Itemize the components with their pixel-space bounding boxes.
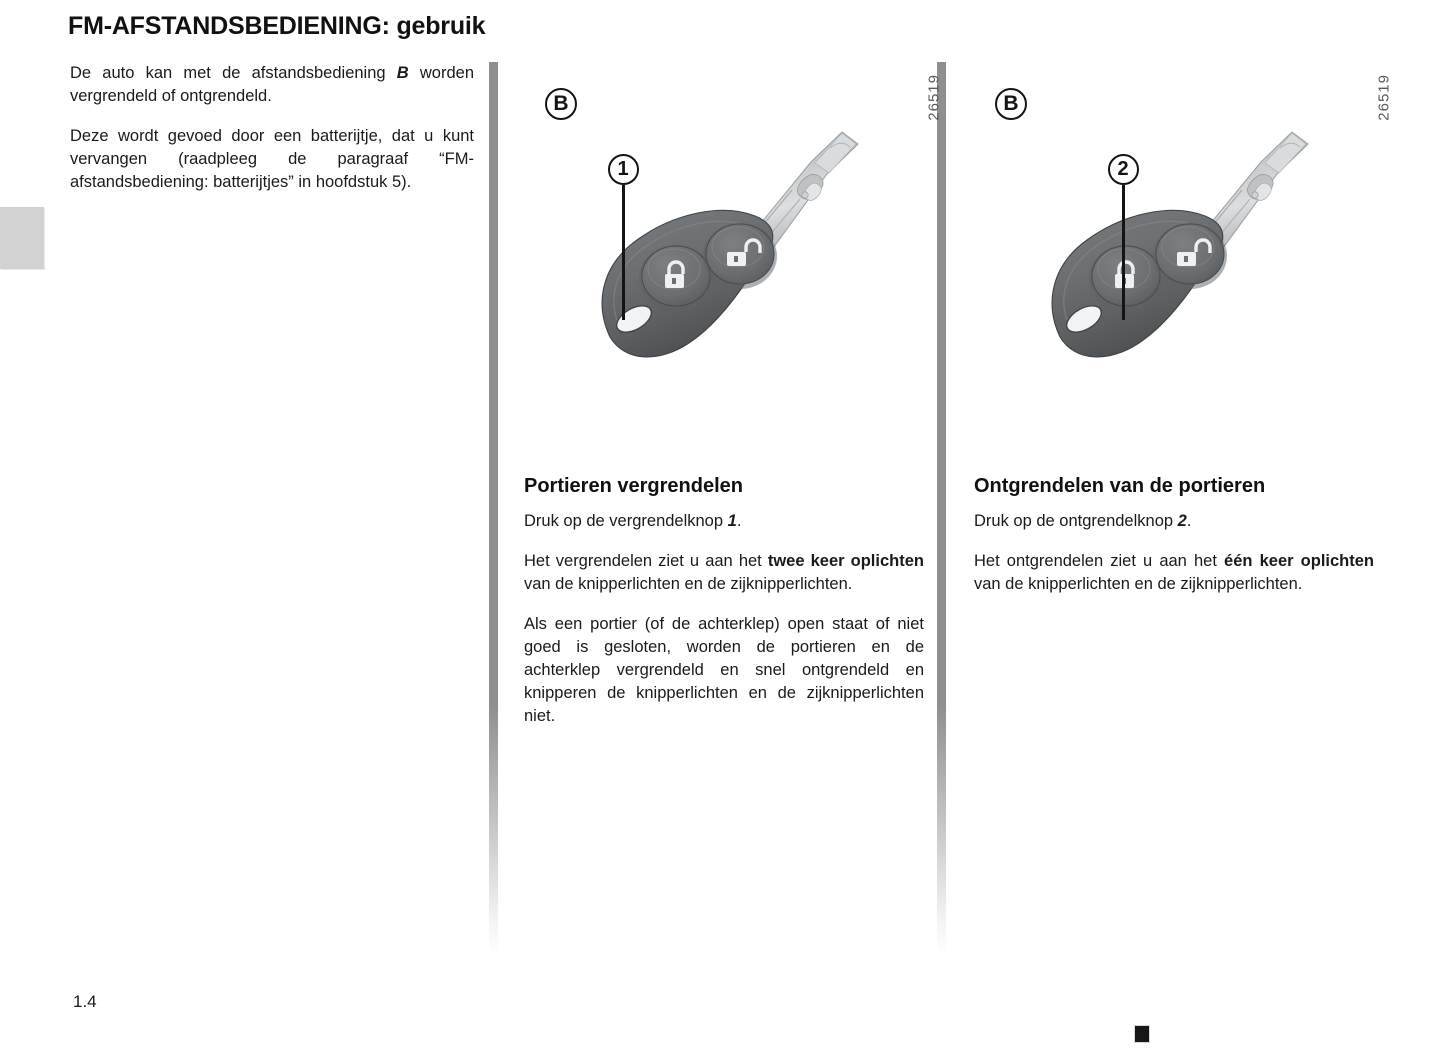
page-title: FM-AFSTANDSBEDIENING: gebruik bbox=[68, 12, 486, 40]
section-heading: Ontgrendelen van de portieren bbox=[974, 475, 1266, 497]
unlock-button bbox=[703, 223, 777, 289]
callout-2-number: 2 bbox=[1108, 154, 1139, 185]
lock-feedback bbox=[524, 550, 924, 596]
button-ref-1: 1 bbox=[727, 512, 737, 530]
unlock-instruction-tail: . bbox=[1186, 512, 1192, 530]
figure-reference-number: 26519 bbox=[1376, 74, 1393, 121]
intro-paragraph-2: Deze wordt gevoed door een batterijtje, dat u kunt vervangen (raadpleeg de paragraaf “FM-afstandsbediening: batterijtjes” in hoofdstuk 5). bbox=[70, 127, 474, 191]
lock-instruction-lead: Druk op de vergrendelknop bbox=[524, 512, 728, 530]
callout-2 bbox=[1106, 154, 1140, 320]
lock-instruction-tail: . bbox=[736, 512, 742, 530]
callout-1-number: 1 bbox=[608, 154, 639, 185]
figure-marker-b: B bbox=[545, 88, 577, 120]
intro-p1-lead: De auto kan met de afstandsbediening bbox=[70, 64, 397, 82]
lock-feedback-tail: van de knipperlichten en de zijknipperlichten. bbox=[524, 575, 853, 593]
unlock-button bbox=[1153, 223, 1227, 289]
button-ref-2: 2 bbox=[1177, 512, 1187, 530]
figure-unlock-remote bbox=[974, 66, 1393, 406]
intro-column bbox=[70, 62, 474, 194]
end-of-section-marker bbox=[1135, 1026, 1149, 1042]
lock-instruction bbox=[524, 510, 924, 533]
section-unlock-doors bbox=[974, 474, 1374, 596]
unlock-feedback bbox=[974, 550, 1374, 596]
unlock-feedback-emphasis: één keer oplichten bbox=[1224, 552, 1374, 570]
unlock-instruction-lead: Druk op de ontgrendelknop bbox=[974, 512, 1178, 530]
column-separator-2 bbox=[937, 62, 946, 957]
section-heading: Portieren vergrendelen bbox=[524, 475, 743, 497]
figure-reference-number: 26519 bbox=[926, 74, 943, 121]
section-lock-doors bbox=[524, 474, 924, 728]
lock-button bbox=[639, 245, 713, 311]
remote-key-illustration bbox=[524, 66, 924, 406]
remote-key-illustration bbox=[974, 66, 1374, 406]
lock-feedback-emphasis: twee keer oplichten bbox=[767, 552, 924, 570]
chapter-edge-tab bbox=[0, 207, 44, 269]
unlock-instruction bbox=[974, 510, 1374, 533]
column-separator-1 bbox=[489, 62, 498, 957]
intro-p1-tail: worden vergrendeld of ontgrendeld. bbox=[70, 64, 474, 105]
callout-2-leader-line bbox=[1122, 185, 1125, 320]
lock-door-open-note: Als een portier (of de achterklep) open staat of niet goed is gesloten, worden de portieren en de achterklep vergrendeld en snel ontgrendeld en knipperen de knipperlichten en de zijknipperlichten niet. bbox=[524, 615, 924, 725]
figure-lock-remote bbox=[524, 66, 943, 406]
lock-feedback-lead: Het vergrendelen ziet u aan het bbox=[524, 552, 768, 570]
unlock-feedback-lead: Het ontgrendelen ziet u aan het bbox=[974, 552, 1225, 570]
callout-1 bbox=[606, 154, 640, 320]
unlock-feedback-tail: van de knipperlichten en de zijknipperlichten. bbox=[974, 575, 1303, 593]
intro-paragraph-1 bbox=[70, 62, 474, 108]
callout-1-leader-line bbox=[622, 185, 625, 320]
page-number: 1.4 bbox=[73, 992, 97, 1011]
figure-marker-b: B bbox=[995, 88, 1027, 120]
remote-label-b: B bbox=[396, 64, 409, 82]
